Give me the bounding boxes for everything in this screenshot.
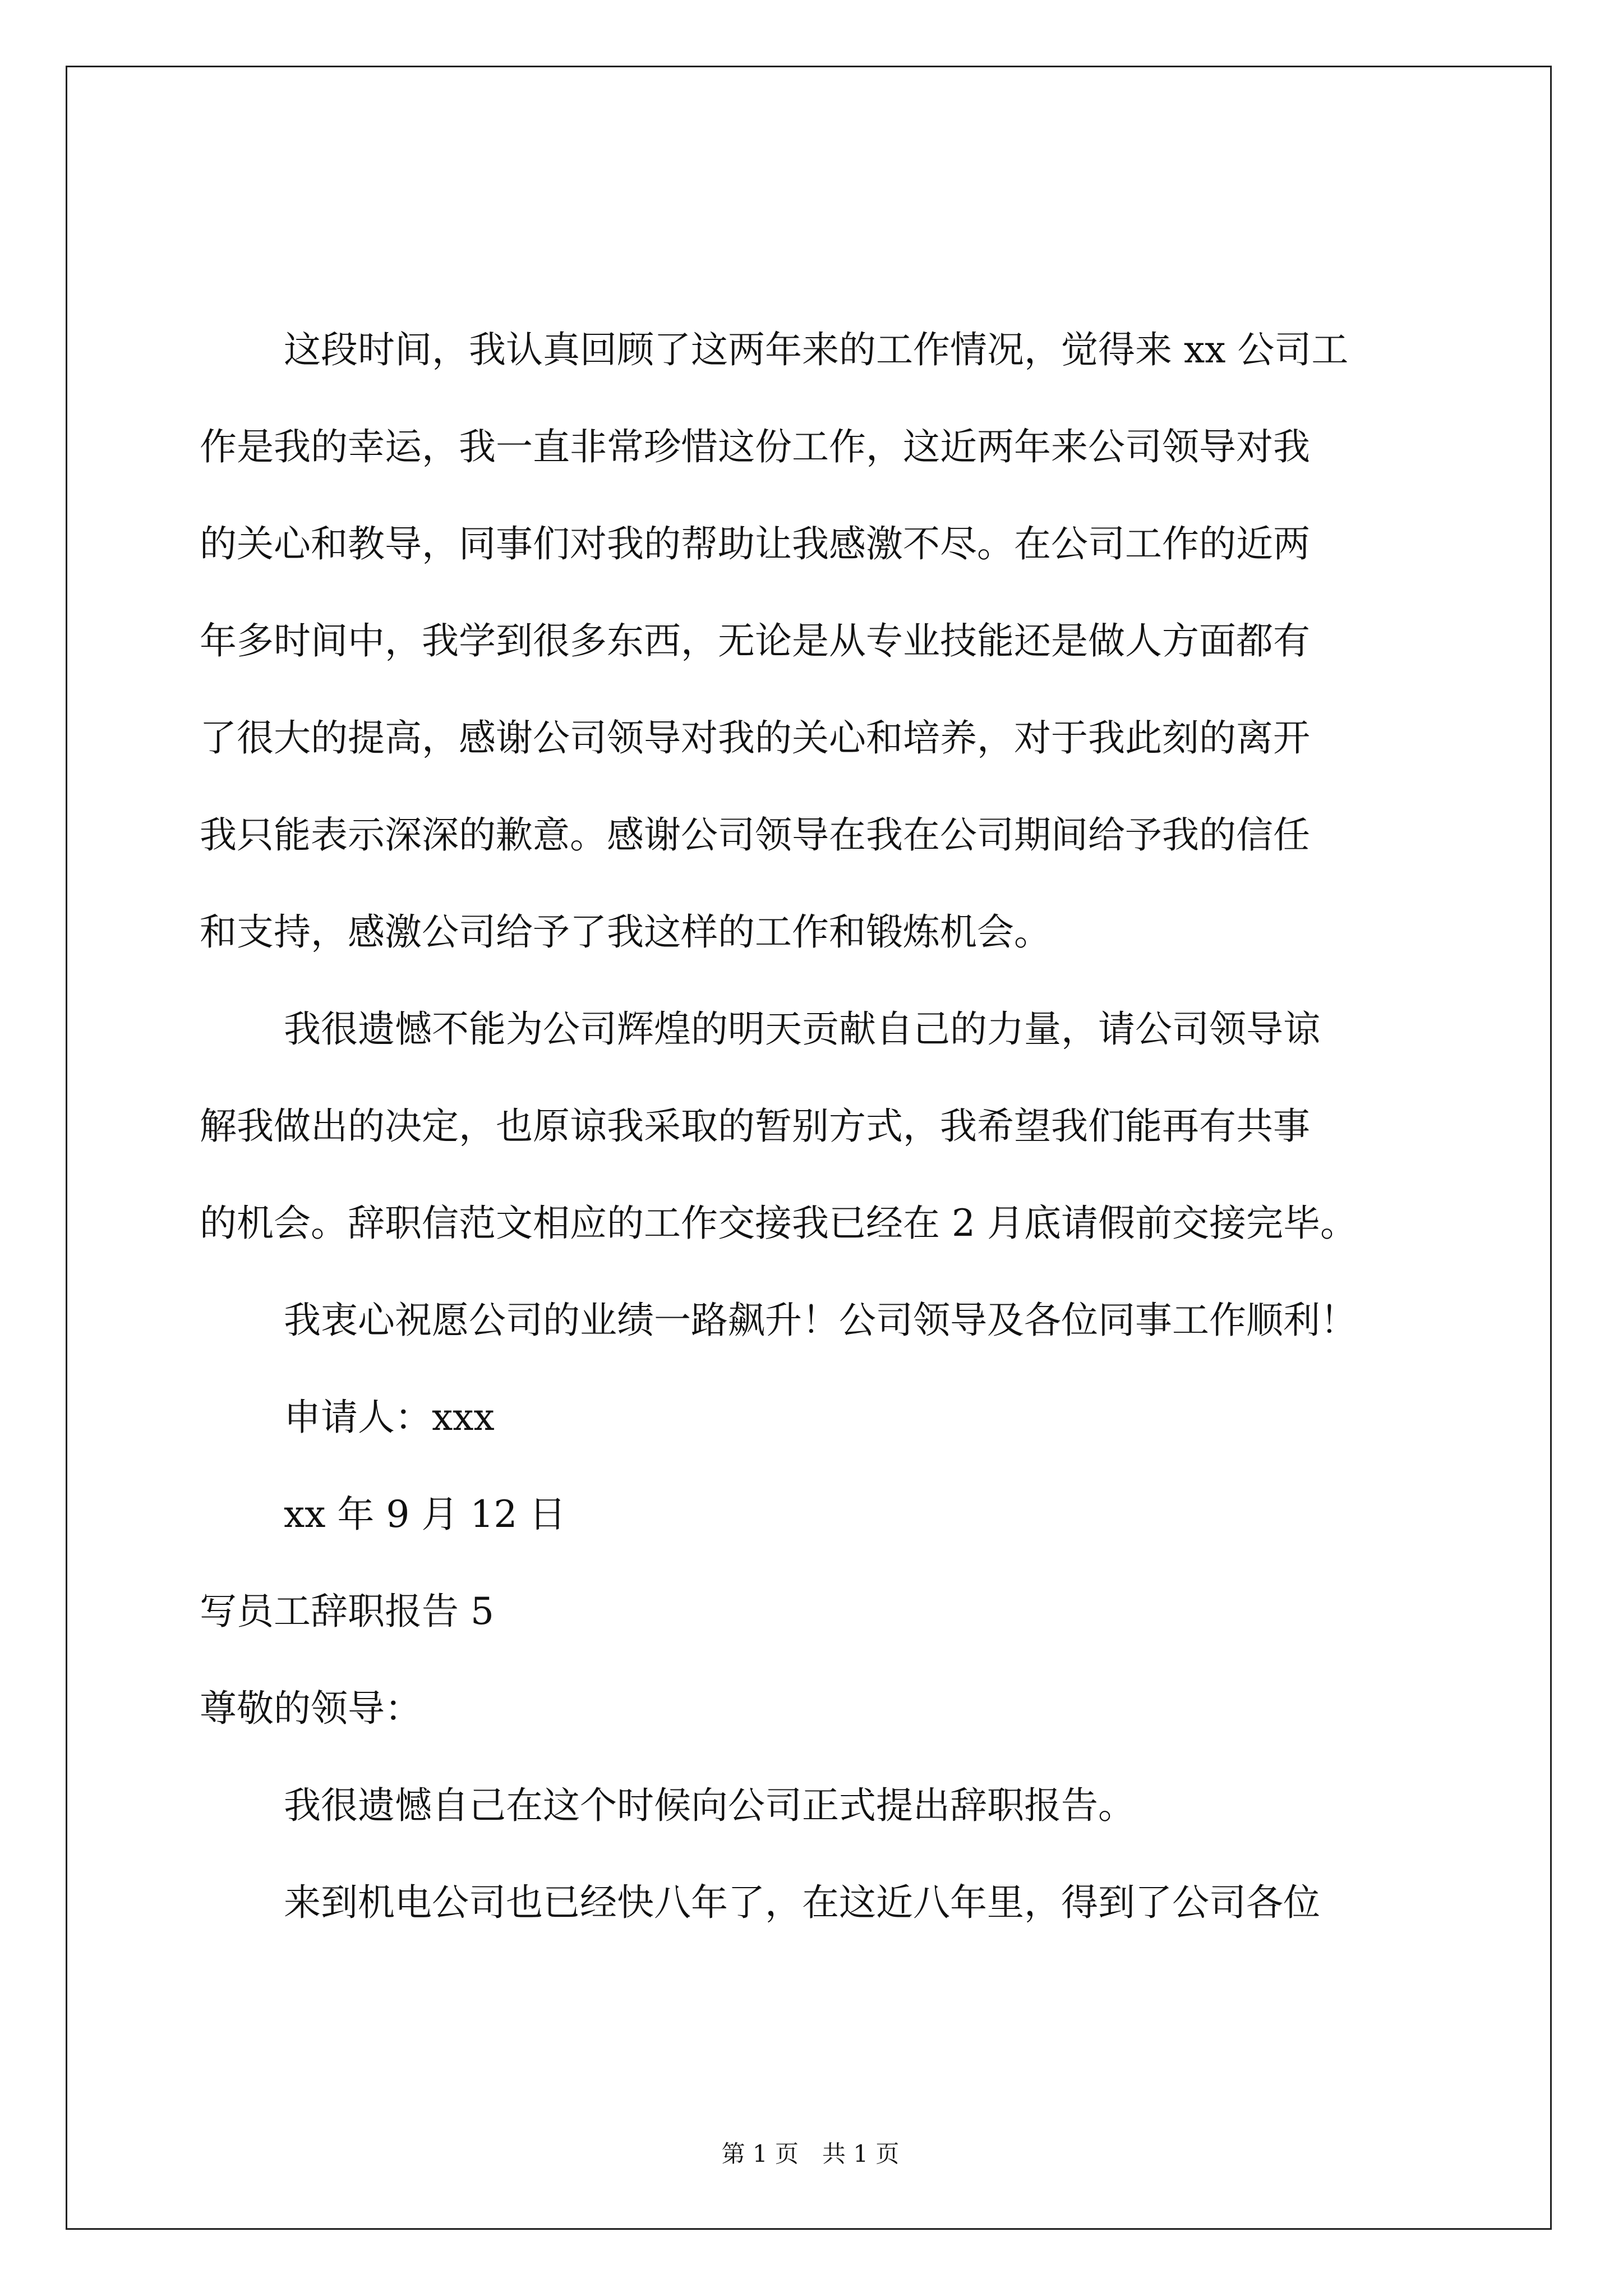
page-footer: 第 1 页 共 1 页 xyxy=(721,2140,900,2168)
text-line: 年多时间中，我学到很多东西，无论是从专业技能还是做人方面都有 xyxy=(200,619,1310,662)
paragraph-line xyxy=(67,616,1553,666)
section-heading xyxy=(67,1586,1553,1637)
text-line: 我衷心祝愿公司的业绩一路飙升！公司领导及各位同事工作顺利！ xyxy=(284,1299,1357,1342)
paragraph-line xyxy=(67,713,1553,763)
paragraph-line xyxy=(67,325,1553,375)
applicant-text: 申请人：xxx xyxy=(284,1396,495,1439)
text-line: 这段时间，我认真回顾了这两年来的工作情况，觉得来 xx 公司工 xyxy=(284,328,1349,371)
text-line: 作是我的幸运，我一直非常珍惜这份工作，这近两年来公司领导对我 xyxy=(200,425,1310,468)
text-line: 我只能表示深深的歉意。感谢公司领导在我在公司期间给予我的信任 xyxy=(200,813,1310,857)
paragraph-line xyxy=(67,1101,1553,1152)
paragraph-line xyxy=(67,1780,1553,1831)
text-line: 我很遗憾自己在这个时候向公司正式提出辞职报告。 xyxy=(284,1784,1135,1827)
text-line: 了很大的提高，感谢公司领导对我的关心和培养，对于我此刻的离开 xyxy=(200,716,1310,760)
text-line: 解我做出的决定，也原谅我采取的暂别方式，我希望我们能再有共事 xyxy=(200,1105,1310,1148)
date-text: xx 年 9 月 12 日 xyxy=(284,1493,566,1536)
paragraph-line xyxy=(67,1295,1553,1346)
salutation-line xyxy=(67,1683,1553,1734)
paragraph-line xyxy=(67,422,1553,472)
paragraph-line xyxy=(67,810,1553,861)
applicant-line xyxy=(67,1392,1553,1443)
text-line: 的机会。辞职信范文相应的工作交接我已经在 2 月底请假前交接完毕。 xyxy=(200,1202,1357,1245)
paragraph-line xyxy=(67,1004,1553,1055)
text-line: 和支持，感激公司给予了我这样的工作和锻炼机会。 xyxy=(200,910,1051,954)
salutation-text: 尊敬的领导： xyxy=(200,1687,422,1730)
section-heading-text: 写员工辞职报告 5 xyxy=(200,1590,494,1633)
paragraph-line xyxy=(67,1198,1553,1249)
paragraph-line xyxy=(67,907,1553,958)
text-line: 我很遗憾不能为公司辉煌的明天贡献自己的力量，请公司领导谅 xyxy=(284,1007,1320,1051)
page-frame xyxy=(66,66,1552,2230)
date-line xyxy=(67,1489,1553,1540)
text-line: 的关心和教导，同事们对我的帮助让我感激不尽。在公司工作的近两 xyxy=(200,522,1310,565)
paragraph-line xyxy=(67,1878,1553,1928)
text-line: 来到机电公司也已经快八年了，在这近八年里，得到了公司各位 xyxy=(284,1881,1320,1924)
paragraph-line xyxy=(67,519,1553,569)
